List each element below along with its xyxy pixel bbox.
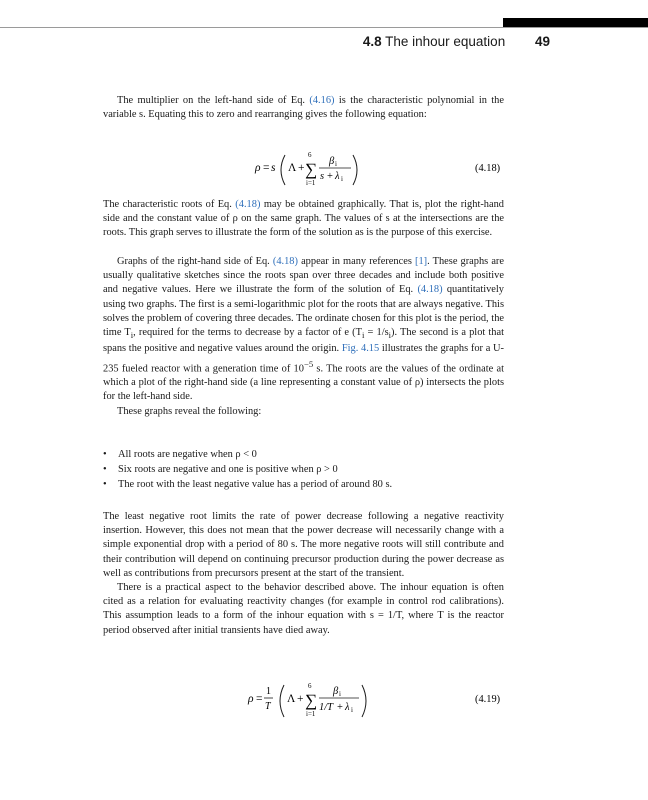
list-item [103, 462, 504, 477]
bullet-marker: • [103, 449, 107, 460]
text-run: = 1/s [364, 327, 389, 339]
eq-s: s [271, 162, 276, 174]
sum-upper-limit: 6 [308, 151, 312, 159]
text-run: Graphs of the right-hand side of Eq. [117, 256, 273, 267]
subscript: i [388, 330, 392, 341]
frac-numerator-sub: i [339, 690, 341, 698]
bullet-marker: • [103, 479, 107, 490]
frac-den-plus: + [337, 702, 343, 713]
right-paren [353, 155, 357, 185]
text-run: is the characteristic polynomial in the variable s. Equating this to zero and rearranging gives the following equation: [103, 95, 504, 121]
paragraph-5-text: The least negative root limits the rate of power decrease following a negative reactivity insertion. However, this does not mean that the power decrease will necessarily change with a simple exponential drop with a period of 80 s. The more negative roots will still contribute and their contribution will depend on continuing precursor production during the power decrease as well as contributions from precursors present at the start of the transient. [103, 511, 504, 579]
running-header [300, 34, 550, 49]
frac-den-body: 1/T [319, 702, 334, 713]
equation-number: (4.19) [475, 694, 501, 705]
text-run: The multiplier on the left-hand side of Eq. [117, 95, 310, 106]
sum-upper-limit: 6 [308, 682, 312, 690]
text-run: may be obtained graphically. That is, plot the right-hand side and the constant value of ρ on the same graph. The values of s at the intersections are the roots. This graph serves to illustrate the form of the solution as is the purpose of this exercise. [103, 199, 504, 239]
sum-lower-limit: i=1 [306, 179, 316, 187]
frac-den-sub: i [341, 175, 343, 183]
sum-lower-limit: i=1 [306, 710, 316, 718]
citation-link[interactable]: [1] [414, 256, 428, 267]
frac-numerator-beta: β [329, 156, 335, 167]
frac-1-denominator: T [265, 701, 271, 712]
frac-den-s: s [320, 171, 325, 182]
eq-equals: = [263, 162, 270, 174]
paragraph-6: There is a practical aspect to the behavior described above. The inhour equation is often cited as a relation for evaluating reactivity changes (for example in control rod calibrations). This assumption leads to a form of the inhour equation with s = 1/T, where T is the reactor period observed after initial transients have died away. [103, 582, 504, 636]
superscript: −5 [303, 358, 314, 369]
eq-equals: = [256, 693, 263, 705]
frac-den-lambda: λ [335, 171, 340, 182]
frac-den-plus: + [327, 171, 333, 182]
eq-ref-link[interactable]: (4.18) [235, 199, 261, 210]
equation-4-18-formula [103, 149, 504, 191]
sum-symbol: ∑ [305, 160, 318, 179]
text-run: s. The roots are the values of the ordinate at which a plot of the right-hand side (a line representing a constant value of ρ) intersects the plots for the left-hand side. [103, 362, 504, 403]
subscript: i [130, 330, 134, 341]
frac-den-lambda: λ [345, 702, 350, 713]
header-section-number: 4.8 [362, 34, 382, 49]
eq-plus: + [298, 162, 305, 174]
equation-4-19 [103, 679, 504, 723]
subscript: i [361, 330, 365, 341]
text-run: . These graphs are usually qualitative sketches since the roots span over three decades and include both positive and negative values. Here we illustrate the form of the solution of Eq. [103, 256, 505, 296]
page-number: 49 [534, 34, 550, 49]
figure-ref-link[interactable]: Fig. 4.15 [341, 343, 380, 355]
header-section-title: The inhour equation [385, 34, 506, 49]
paragraph-4: These graphs reveal the following: [117, 405, 262, 417]
eq-ref-link[interactable]: (4.18) [272, 256, 298, 267]
sum-symbol: ∑ [305, 691, 318, 710]
list-item-text: All roots are negative when ρ < 0 [118, 449, 257, 460]
text-run: , required for the terms to decrease by a factor of e (T [133, 327, 362, 339]
equation-4-19-formula [103, 679, 504, 723]
frac-den-sub: i [351, 706, 353, 714]
frac-1-numerator: 1 [266, 686, 271, 697]
text-run: illustrates the graphs for a U-235 fueled reactor with a generation time of 10 [103, 343, 504, 374]
list-item [103, 477, 504, 492]
left-paren [280, 685, 284, 717]
paragraph-3 [103, 255, 504, 419]
eq-lhs: ρ [255, 162, 261, 174]
text-run: ). The second is a plot that spans the positive and negative values around the origin. [103, 327, 504, 355]
frac-numerator-beta: β [333, 686, 339, 697]
header-rule [0, 27, 648, 28]
eq-ref-link[interactable]: (4.16) [309, 95, 335, 106]
frac-numerator-sub: i [335, 160, 337, 168]
right-paren [362, 685, 366, 717]
paragraph-2 [103, 198, 504, 241]
bullet-list [103, 447, 504, 492]
text-run: The characteristic roots of Eq. [103, 199, 236, 210]
list-item [103, 447, 504, 462]
paragraph-1 [103, 94, 504, 122]
paragraph-5 [103, 510, 504, 638]
eq-lhs: ρ [248, 693, 254, 705]
eq-plus: + [297, 693, 304, 705]
equation-4-18 [103, 149, 504, 191]
text-run: appear in many references [297, 256, 415, 267]
text-run: quantitatively using two graphs. The first is a semi-logarithmic plot for the roots that are always negative. This solves the problem of covering three decades. The ordinate chosen for this plot is the period, the time T [103, 284, 504, 339]
bullet-marker: • [103, 464, 107, 475]
eq-lambda: Λ [287, 693, 296, 705]
eq-lambda: Λ [288, 162, 297, 174]
equation-number: (4.18) [475, 163, 501, 174]
left-paren [281, 155, 285, 185]
list-item-text: Six roots are negative and one is positive when ρ > 0 [118, 464, 338, 475]
list-item-text: The root with the least negative value has a period of around 80 s. [118, 479, 393, 490]
eq-ref-link[interactable]: (4.18) [417, 284, 443, 296]
